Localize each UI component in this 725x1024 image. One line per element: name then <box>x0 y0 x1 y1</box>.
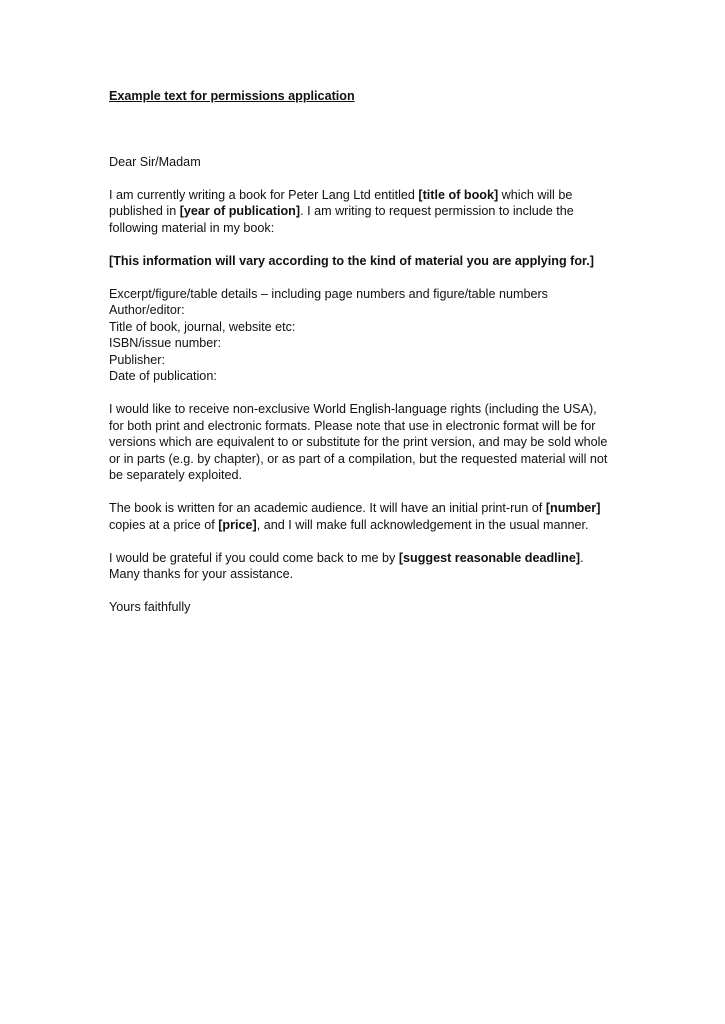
rights-paragraph: I would like to receive non-exclusive World English-language rights (including the USA), for both print and electronic formats. Please note that use in electronic format will be for versions which are equivalent to or substitute for the print version, and may be sold whole or in parts (e.g. by chapter), or as part of a compilation, but the requested material will not be separately exploited. <box>109 402 608 482</box>
information-note: [This information will vary according to the kind of material you are applying for.] <box>109 253 594 268</box>
intro-text-2: which will be published in <box>109 187 573 218</box>
audience-text-3: , and I will make full acknowledgement in the usual manner. <box>256 517 589 532</box>
intro-text-3: . I am writing to request permission to include the following material in my book: <box>109 204 574 235</box>
number-placeholder: [number] <box>545 501 601 515</box>
deadline-text-2: . Many thanks for your assistance. <box>109 550 584 581</box>
material-details-list <box>109 286 614 385</box>
detail-author: Author/editor: <box>109 303 185 317</box>
audience-paragraph <box>109 500 614 533</box>
intro-paragraph <box>109 187 614 237</box>
price-placeholder: [price] <box>218 517 257 532</box>
deadline-placeholder: [suggest reasonable deadline] <box>398 550 581 565</box>
deadline-paragraph <box>109 550 614 583</box>
audience-text-1: The book is written for an academic audience. It will have an initial print-run of <box>109 501 546 515</box>
detail-publisher: Publisher: <box>109 352 166 367</box>
document-heading: Example text for permissions application <box>109 89 355 103</box>
deadline-text-1: I would be grateful if you could come back to me by <box>109 550 399 565</box>
detail-isbn: ISBN/issue number: <box>109 336 221 350</box>
letter-body <box>109 88 614 632</box>
signoff: Yours faithfully <box>109 600 191 614</box>
title-of-book-placeholder: [title of book] <box>418 187 499 202</box>
year-of-publication-placeholder: [year of publication] <box>179 204 301 218</box>
audience-text-2: copies at a price of <box>109 517 219 532</box>
detail-excerpt: Excerpt/figure/table details – including page numbers and figure/table numbers <box>109 286 548 301</box>
detail-date: Date of publication: <box>109 369 217 383</box>
intro-text-1: I am currently writing a book for Peter Lang Ltd entitled <box>109 187 419 202</box>
salutation: Dear Sir/Madam <box>109 154 201 169</box>
detail-title: Title of book, journal, website etc: <box>109 319 296 334</box>
